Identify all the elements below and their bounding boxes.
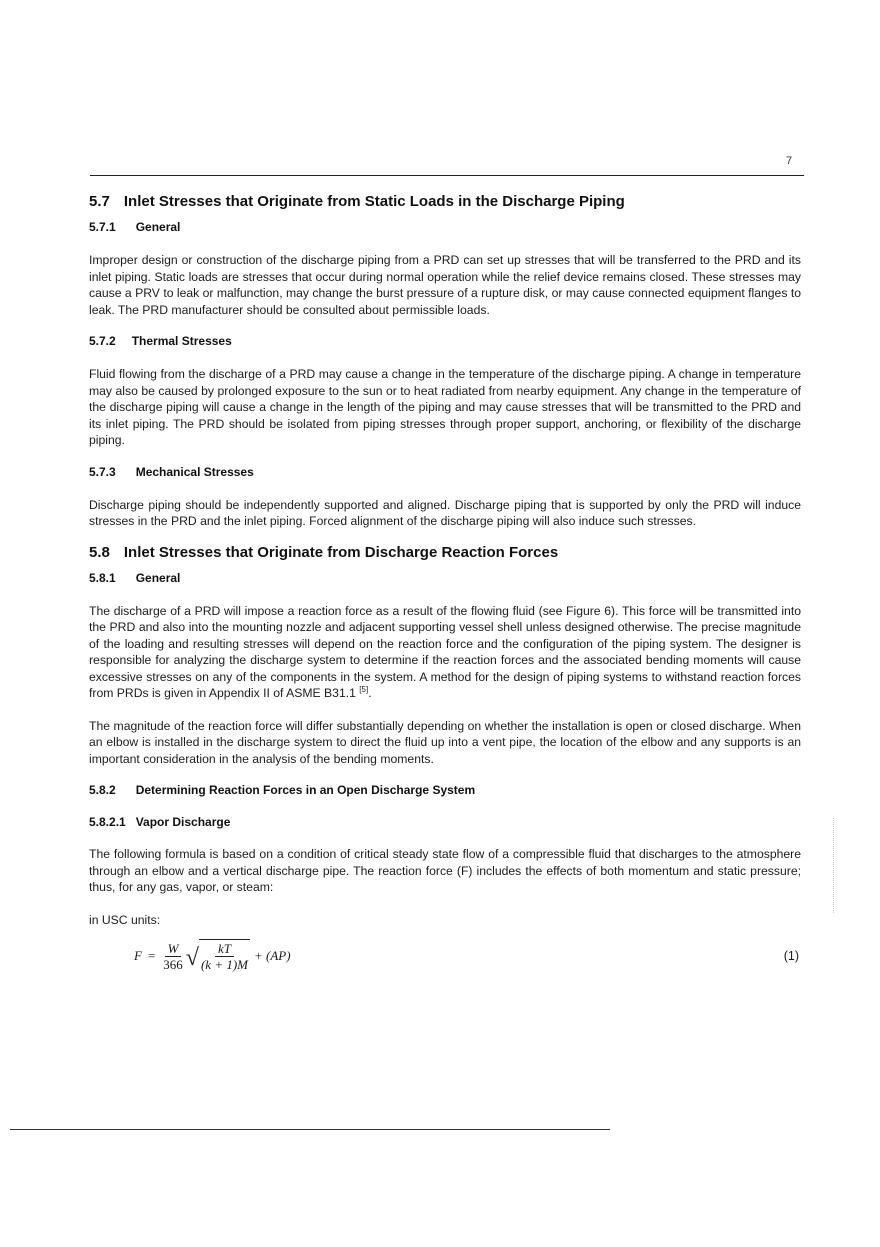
- section-title: Inlet Stresses that Originate from Discharge Reaction Forces: [123, 543, 559, 561]
- paragraph-5-8-1-b: The magnitude of the reaction force will differ substantially depending on whether the installation is open or closed discharge. When an elbow is installed in the discharge system to direct the fluid up into a vent pipe, the location of the elbow and any supports is an important consideration in the analysis of the bending moments.: [89, 718, 801, 766]
- eq-equals: =: [147, 948, 156, 963]
- units-label: in USC units:: [89, 912, 161, 927]
- eq-plus-term: + (AP): [254, 948, 291, 963]
- formula: [134, 939, 291, 973]
- section-heading-5-8: [89, 544, 801, 561]
- paragraph-5-7-1: Improper design or construction of the discharge piping from a PRD can set up stresses that will be transferred to the PRD and its inlet piping. Static loads are stresses that occur during normal operation while the relief device remains closed. These stresses may cause a PRV to leak or malfunction, may change the burst pressure of a rupture disk, or may cause connected equipment flanges to leak. The PRD manufacturer should be consulted about permissible loads.: [89, 253, 801, 317]
- subsection-title: Thermal Stresses: [131, 334, 232, 348]
- document-body: [89, 193, 801, 978]
- subsection-title: Mechanical Stresses: [135, 464, 254, 479]
- subsection-title: General: [135, 220, 181, 234]
- paragraph-5-7-2: Fluid flowing from the discharge of a PRD may cause a change in the temperature of the discharge piping. A change in temperature may also be caused by prolonged exposure to the sun or to heat radiated from nearby equipment. Any change in the temperature of the discharge piping will cause a change in the length of the piping and may cause stresses that will be transmitted to the PRD and its inlet piping. The PRD should be isolated from piping stresses through proper support, anchoring, or flexibility of the discharge piping.: [89, 367, 801, 447]
- subsection-heading-5-8-1: [89, 571, 801, 585]
- paragraph-5-8-1-a: [89, 603, 801, 702]
- subsection-title: General: [135, 570, 181, 585]
- eq-lhs: F: [134, 948, 142, 963]
- header-divider: [90, 175, 804, 176]
- eq-fraction: [161, 941, 185, 972]
- page-number: 7: [786, 155, 793, 167]
- subsubsection-title: Vapor Discharge: [135, 815, 231, 829]
- subsection-heading-5-8-2: [89, 783, 801, 797]
- section-number: 5.8: [89, 543, 110, 561]
- footer-divider: [10, 1129, 610, 1130]
- eq-radicand: [199, 939, 250, 973]
- subsection-number: 5.7.1: [89, 220, 116, 234]
- subsection-number: 5.8.1: [89, 570, 116, 585]
- subsection-heading-5-7-2: [89, 334, 801, 348]
- eq-sqrt-denominator: (k + 1)M: [200, 957, 248, 972]
- section-number: 5.7: [89, 193, 110, 210]
- eq-sqrt-fraction: [199, 941, 250, 972]
- section-title: Inlet Stresses that Originate from Static Loads in the Discharge Piping: [123, 193, 625, 210]
- subsection-number: 5.7.2: [89, 334, 116, 348]
- subsubsection-heading-5-8-2-1: [89, 815, 801, 829]
- section-heading-5-7: [89, 193, 801, 210]
- subsubsection-number: 5.8.2.1: [89, 815, 126, 829]
- eq-sqrt-numerator: kT: [215, 941, 234, 957]
- eq-frac-denominator: 366: [163, 956, 183, 972]
- equation-1: [89, 934, 801, 978]
- subsection-heading-5-7-3: [89, 465, 801, 479]
- eq-square-root: [186, 939, 250, 973]
- paragraph-end: .: [368, 686, 372, 700]
- paragraph-5-8-2-1: The following formula is based on a condition of critical steady state flow of a compressible fluid that discharges to the atmosphere through an elbow and a vertical discharge pipe. The reaction force (F) includes the effects of both momentum and static pressure; thus, for any gas, vapor, or steam:: [89, 847, 801, 894]
- radical-icon: √: [185, 945, 199, 971]
- subsection-number: 5.7.3: [89, 464, 116, 479]
- paragraph-5-7-3: Discharge piping should be independently supported and aligned. Discharge piping that is supported by only the PRD will induce stresses in the PRD and the inlet piping. Forced alignment of the discharge piping will also induce such stresses.: [89, 497, 801, 528]
- eq-frac-numerator: W: [165, 941, 182, 957]
- equation-number: (1): [783, 949, 799, 963]
- subsection-heading-5-7-1: [89, 220, 801, 234]
- subsection-number: 5.8.2: [89, 783, 116, 797]
- margin-marks: [833, 818, 836, 913]
- reference-marker: [5]: [359, 684, 369, 694]
- subsection-title: Determining Reaction Forces in an Open Discharge System: [135, 783, 476, 797]
- paragraph-text: The discharge of a PRD will impose a reaction force as a result of the flowing fluid (see Figure 6). This force will be transmitted into the PRD and also into the mounting nozzle and adjacent supporting vessel shell unless designed otherwise. The precise magnitude of the loading and resulting stresses will depend on the reaction force and the configuration of the piping system. The designer is responsible for analyzing the discharge system to determine if the reaction forces and the associated bending moments will cause excessive stresses on any of the components in the system. A method for the design of piping systems to withstand reaction forces from PRDs is given in Appendix II of ASME B31.1: [89, 603, 801, 700]
